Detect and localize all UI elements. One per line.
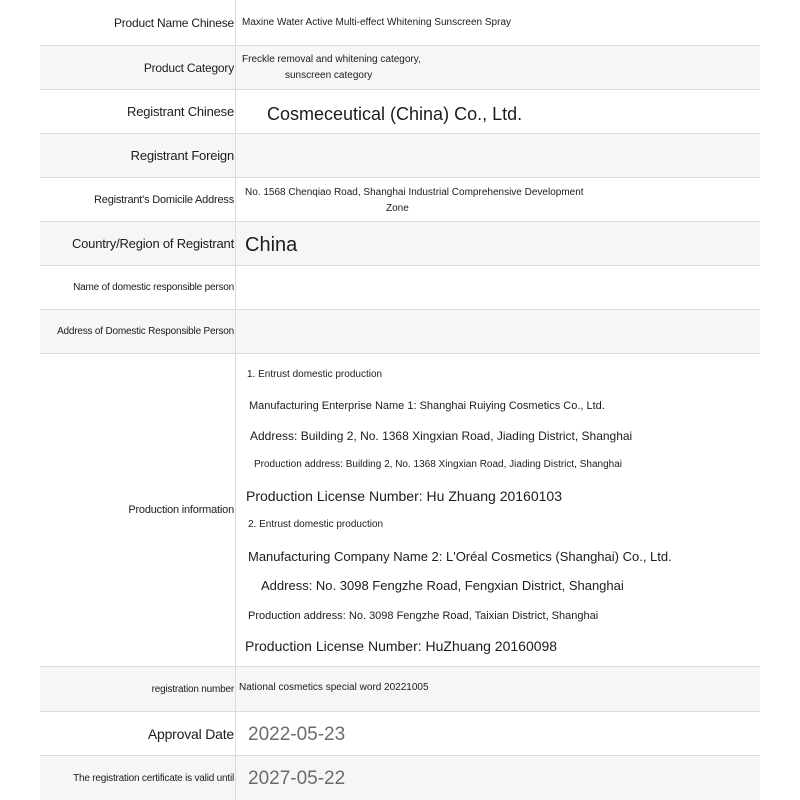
production-line-2: Manufacturing Enterprise Name 1: Shanghai Ruiying Cosmetics Co., Ltd. (249, 400, 605, 412)
product-registration-table (40, 0, 760, 800)
production-line-5: Production License Number: Hu Zhuang 20160103 (246, 488, 562, 504)
value-cell-registrant-domicile (236, 178, 760, 221)
label-registrant-foreign: Registrant Foreign (130, 148, 234, 163)
row-domestic-responsible-address (40, 310, 760, 354)
row-domestic-responsible-person (40, 266, 760, 310)
label-product-category: Product Category (143, 60, 234, 75)
row-product-name-chinese (40, 0, 760, 46)
production-line-8: Address: No. 3098 Fengzhe Road, Fengxian District, Shanghai (261, 578, 624, 593)
value-registrant-domicile-line1: No. 1568 Chenqiao Road, Shanghai Industrial Comprehensive Development (245, 187, 584, 198)
column-divider (235, 0, 236, 800)
value-product-category-line2: sunscreen category (285, 70, 373, 81)
label-registrant-domicile: Registrant's Domicile Address (94, 193, 234, 206)
value-cell-registration-number (236, 667, 760, 711)
value-registrant-domicile-line2: Zone (386, 203, 409, 214)
value-cell-product-category (236, 46, 760, 89)
row-registration-number (40, 667, 760, 712)
production-line-1: 1. Entrust domestic production (247, 369, 383, 380)
production-line-7: Manufacturing Company Name 2: L'Oréal Cosmetics (Shanghai) Co., Ltd. (248, 549, 672, 564)
value-country-region: China (245, 234, 298, 256)
label-country-region: Country/Region of Registrant (71, 236, 234, 251)
production-line-3: Address: Building 2, No. 1368 Xingxian Road, Jiading District, Shanghai (250, 429, 633, 443)
value-product-name-chinese: Maxine Water Active Multi-effect Whitening Sunscreen Spray (242, 17, 512, 28)
row-registrant-domicile (40, 178, 760, 222)
production-line-6: 2. Entrust domestic production (248, 519, 384, 530)
label-registration-number: registration number (151, 683, 234, 695)
production-line-4: Production address: Building 2, No. 1368 Xingxian Road, Jiading District, Shanghai (254, 459, 622, 470)
value-cell-product-name-chinese (236, 0, 760, 45)
value-valid-until: 2027-05-22 (248, 768, 346, 789)
row-country-region (40, 222, 760, 266)
value-cell-approval-date (236, 712, 760, 755)
label-domestic-responsible-address: Address of Domestic Responsible Person (57, 326, 234, 337)
production-line-9: Production address: No. 3098 Fengzhe Road, Taixian District, Shanghai (248, 610, 599, 622)
value-cell-domestic-responsible-person (236, 266, 760, 309)
value-cell-country-region (236, 222, 760, 265)
label-domestic-responsible-person: Name of domestic responsible person (73, 282, 234, 293)
row-approval-date (40, 712, 760, 756)
row-registrant-chinese (40, 90, 760, 134)
row-valid-until (40, 756, 760, 800)
value-approval-date: 2022-05-23 (248, 724, 346, 745)
value-registrant-chinese: Cosmeceutical (China) Co., Ltd. (267, 104, 523, 124)
label-product-name-chinese: Product Name Chinese (113, 15, 234, 30)
label-production-information: Production information (128, 504, 234, 516)
row-registrant-foreign (40, 134, 760, 178)
row-product-category (40, 46, 760, 90)
value-cell-valid-until (236, 756, 760, 800)
production-line-10: Production License Number: HuZhuang 20160098 (245, 638, 558, 654)
value-cell-registrant-chinese (236, 90, 760, 133)
value-cell-registrant-foreign (236, 134, 760, 177)
value-product-category-line1: Freckle removal and whitening category, (242, 54, 421, 65)
value-cell-domestic-responsible-address (236, 310, 760, 353)
value-cell-production-information (236, 354, 760, 666)
label-registrant-chinese: Registrant Chinese (127, 104, 234, 119)
value-registration-number: National cosmetics special word 20221005 (239, 682, 429, 693)
label-valid-until: The registration certificate is valid until (73, 772, 234, 784)
row-production-information (40, 354, 760, 667)
label-approval-date: Approval Date (147, 725, 234, 742)
